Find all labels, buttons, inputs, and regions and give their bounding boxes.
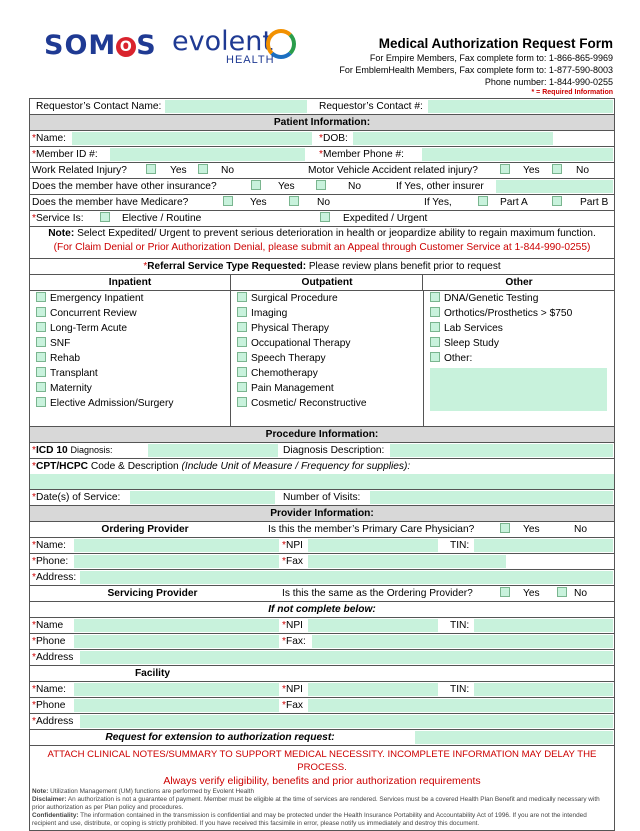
srv-address-field[interactable] [80, 651, 613, 664]
phone-line: Phone number: 1-844-990-0255 [484, 77, 613, 87]
srv-name-label: Name [35, 620, 64, 631]
fac-fax-field[interactable] [308, 699, 613, 712]
fac-address-field[interactable] [80, 715, 613, 728]
fac-tin-field[interactable] [474, 683, 613, 696]
srv-tin-field[interactable] [474, 619, 613, 632]
fac-phone-label: Phone [35, 700, 66, 711]
expedited-label: Expedited / Urgent [343, 213, 428, 224]
dates-row: *Date(s) of Service: Number of Visits: [30, 490, 614, 506]
service-checkbox[interactable] [36, 307, 46, 317]
diagnosis-description-label: Diagnosis Description: [283, 445, 385, 456]
part-b-label: Part B [580, 197, 609, 208]
elective-label: Elective / Routine [122, 213, 202, 224]
service-is-label: Service Is: [35, 213, 84, 224]
service-label: Emergency Inpatient [50, 293, 144, 304]
fac-fax-label: Fax [285, 700, 303, 711]
service-checkbox[interactable] [36, 382, 46, 392]
ord-address-label: Address: [35, 572, 77, 583]
requestor-name-field[interactable] [165, 100, 307, 113]
service-label: Maternity [50, 383, 92, 394]
requestor-name-label: Requestor’s Contact Name: [36, 101, 162, 112]
ord-phone-label: Phone: [35, 556, 69, 567]
requestor-row [30, 99, 614, 115]
dates-label: Date(s) of Service: [35, 492, 121, 503]
ord-name-label: Name: [35, 540, 66, 551]
service-checkbox[interactable] [36, 367, 46, 377]
service-checkbox[interactable] [36, 292, 46, 302]
other-insurer-label: If Yes, other insurer [396, 181, 484, 192]
visits-label: Number of Visits: [283, 492, 361, 503]
referral-text: Please review plans benefit prior to request [306, 261, 501, 272]
fac-name-label: Name: [35, 684, 66, 695]
srv-phone-field[interactable] [74, 635, 279, 648]
patient-info-header: Patient Information: [30, 115, 614, 131]
service-type-row: *Service Is: Elective / Routine Expedited / Urgent [30, 211, 614, 227]
inpatient-item[interactable] [30, 306, 230, 321]
ord-fax-label: Fax [285, 556, 303, 567]
ord-name-field[interactable] [74, 539, 279, 552]
referral-label: Referral Service Type Requested: [147, 261, 307, 272]
service-checkbox[interactable] [36, 322, 46, 332]
expedited-checkbox[interactable] [320, 212, 330, 222]
service-label: Long-Term Acute [50, 323, 128, 334]
appeal-note: (For Claim Denial or Prior Authorization Denial, please submit an Appeal through Customer Service at 1-844-990-0255) [53, 242, 591, 253]
fac-phone-row: *Phone *Fax [30, 698, 614, 714]
mva-no-checkbox[interactable] [552, 164, 562, 174]
srv-address-label: Address [35, 652, 74, 663]
service-checkbox[interactable] [430, 292, 440, 302]
other-ins-yes-checkbox[interactable] [251, 180, 261, 190]
extension-field[interactable] [415, 731, 613, 744]
srv-fax-label: Fax: [285, 636, 306, 647]
icd10-field[interactable] [148, 444, 278, 457]
service-label: Pain Management [251, 383, 334, 394]
service-checkbox[interactable] [237, 322, 247, 332]
ord-name-row: *Name: *NPI TIN: [30, 538, 614, 554]
outpatient-item[interactable] [231, 306, 423, 321]
service-checkbox[interactable] [430, 337, 440, 347]
referral-row: *Referral Service Type Requested: Please review plans benefit prior to request [30, 259, 614, 275]
patient-name-field[interactable] [72, 132, 312, 145]
part-b-checkbox[interactable] [552, 196, 562, 206]
service-checkbox[interactable] [36, 337, 46, 347]
name-label: Name: [35, 133, 66, 144]
ord-fax-field[interactable] [308, 555, 506, 568]
service-checkbox[interactable] [430, 322, 440, 332]
member-phone-label: Member Phone #: [322, 149, 404, 160]
service-label: Concurrent Review [50, 308, 137, 319]
member-phone-field[interactable] [422, 148, 613, 161]
fac-address-label: Address [35, 716, 74, 727]
other-item[interactable] [424, 351, 615, 366]
other-header: Other [422, 275, 614, 290]
service-checkbox[interactable] [430, 307, 440, 317]
inpatient-item[interactable] [30, 366, 230, 381]
service-label: Lab Services [444, 323, 503, 334]
work-injury-yes-checkbox[interactable] [146, 164, 156, 174]
service-checkbox[interactable] [237, 352, 247, 362]
work-injury-no-label: No [221, 165, 235, 176]
service-label: Orthotics/Prosthetics > $750 [444, 308, 573, 319]
ord-tin-field[interactable] [474, 539, 613, 552]
pcp-yes-label: Yes [523, 524, 540, 535]
service-label: Cosmetic/ Reconstructive [251, 398, 367, 409]
fac-name-field[interactable] [74, 683, 279, 696]
srv-npi-field[interactable] [308, 619, 438, 632]
same-no-label: No [574, 588, 588, 599]
page-title: Medical Authorization Request Form [378, 36, 613, 51]
somos-logo: SOM O S [44, 30, 157, 61]
mva-yes-label: Yes [523, 165, 540, 176]
srv-name-row: *Name *NPI TIN: [30, 618, 614, 634]
same-provider-question: Is this the same as the Ordering Provider? [282, 588, 473, 599]
service-label: Other: [444, 353, 473, 364]
service-label: Transplant [50, 368, 98, 379]
ord-tin-label: TIN: [450, 540, 470, 551]
outpatient-item[interactable] [231, 291, 423, 306]
service-label: Speech Therapy [251, 353, 326, 364]
authorization-form [29, 98, 615, 831]
servicing-provider-heading: Servicing Provider [107, 588, 198, 599]
medicare-label: Does the member have Medicare? [32, 197, 189, 208]
same-yes-label: Yes [523, 588, 540, 599]
pcp-question-label: Is this the member’s Primary Care Physician? [268, 524, 475, 535]
fn-confidentiality: Confidentiality: The information contained in the transmission is confidential and may be protected under the Health Insurance Portability and Accountability Act of 1996. If you are not the intended recipient and use, distribute, or coping is strictly prohibited. If you have received this facsimile in error, please notify us immediately and destroy this document. [32, 812, 587, 827]
fac-npi-field[interactable] [308, 683, 438, 696]
dates-field[interactable] [130, 491, 275, 504]
other-item[interactable] [424, 291, 615, 306]
service-checkbox[interactable] [36, 397, 46, 407]
ord-npi-field[interactable] [308, 539, 438, 552]
elective-checkbox[interactable] [100, 212, 110, 222]
fn-disclaimer: Disclaimer: An authorization is not a guarantee of payment. Member must be eligible at the time of services are rendered. Services must be a covered Health Plan Benefit and medically necessary with prior authorization as per Plan policy and procedures. [32, 796, 600, 811]
other-item[interactable] [424, 306, 615, 321]
other-insurance-row [30, 179, 614, 195]
cpt-row: *CPT/HCPC Code & Description (Include Unit of Measure / Frequency for supplies): [30, 459, 614, 490]
service-checkbox[interactable] [237, 307, 247, 317]
ord-phone-field[interactable] [74, 555, 279, 568]
mva-yes-checkbox[interactable] [500, 164, 510, 174]
member-id-row: *Member ID #: *Member Phone #: [30, 147, 614, 163]
part-a-label: Part A [500, 197, 528, 208]
extension-label: Request for extension to authorization request: [105, 732, 335, 743]
required-note: * = Required Information [531, 89, 613, 96]
inpatient-item[interactable] [30, 336, 230, 351]
service-label: Imaging [251, 308, 288, 319]
inpatient-item[interactable] [30, 381, 230, 396]
service-label: Chemotherapy [251, 368, 318, 379]
outpatient-item[interactable] [231, 366, 423, 381]
other-ins-no-label: No [348, 181, 362, 192]
provider-info-header: Provider Information: [30, 506, 614, 522]
name-dob-row: *Name: *DOB: [30, 131, 614, 147]
empire-fax-line: For Empire Members, Fax complete form to: 1-866-865-9969 [369, 53, 613, 63]
service-label: SNF [50, 338, 71, 349]
work-injury-no-checkbox[interactable] [198, 164, 208, 174]
fac-npi-label: NPI [285, 684, 303, 695]
injury-row [30, 163, 614, 179]
dob-label: DOB: [322, 133, 348, 144]
fac-name-row: *Name: *NPI TIN: [30, 682, 614, 698]
note-row [30, 227, 614, 259]
requestor-number-field[interactable] [428, 100, 613, 113]
outpatient-item[interactable] [231, 396, 423, 411]
servicing-provider-row [30, 586, 614, 602]
outpatient-item[interactable] [231, 321, 423, 336]
service-checkbox[interactable] [430, 352, 440, 362]
somos-logo-o: O [116, 37, 136, 57]
expedited-note: Note: Select Expedited/ Urgent to prevent serious deterioration in health or jeopardize ability to regain maximum function. [48, 228, 596, 239]
medicare-yes-label: Yes [250, 197, 267, 208]
service-checkbox[interactable] [237, 292, 247, 302]
member-id-field[interactable] [110, 148, 305, 161]
evolent-health-label: HEALTH [226, 54, 275, 66]
service-label: Physical Therapy [251, 323, 329, 334]
inpatient-item[interactable] [30, 396, 230, 411]
cpt-label: CPT/HCPC [35, 461, 89, 472]
srv-name-field[interactable] [74, 619, 279, 632]
fn-note: Note: Utilization Management (UM) functions are performed by Evolent Health [32, 788, 255, 795]
srv-npi-label: NPI [285, 620, 303, 631]
not-complete-row: If not complete below: [30, 602, 614, 618]
diagnosis-description-field[interactable] [390, 444, 613, 457]
dob-field[interactable] [353, 132, 553, 145]
outpatient-item[interactable] [231, 351, 423, 366]
srv-phone-label: Phone [35, 636, 66, 647]
medicare-no-label: No [317, 197, 331, 208]
fac-address-row: *Address [30, 714, 614, 730]
service-label: Elective Admission/Surgery [50, 398, 174, 409]
pcp-yes-checkbox[interactable] [500, 523, 510, 533]
procedure-info-header: Procedure Information: [30, 427, 614, 443]
other-column [423, 291, 615, 426]
service-columns-header [30, 275, 614, 291]
other-item[interactable] [424, 321, 615, 336]
pcp-no-label: No [574, 524, 588, 535]
srv-tin-label: TIN: [450, 620, 470, 631]
extension-row [30, 730, 614, 746]
service-label: Sleep Study [444, 338, 499, 349]
service-checkbox[interactable] [237, 367, 247, 377]
ord-address-field[interactable] [80, 571, 613, 584]
requestor-number-label: Requestor’s Contact #: [319, 101, 423, 112]
outpatient-header: Outpatient [230, 275, 423, 290]
work-injury-yes-label: Yes [170, 165, 187, 176]
ordering-provider-heading: Ordering Provider [101, 524, 189, 535]
outpatient-item[interactable] [231, 381, 423, 396]
work-injury-label: Work Related Injury? [32, 165, 127, 176]
fac-tin-label: TIN: [450, 684, 470, 695]
member-id-label: Member ID #: [35, 149, 98, 160]
ord-npi-label: NPI [285, 540, 303, 551]
mva-label: Motor Vehicle Accident related injury? [308, 165, 478, 176]
same-no-checkbox[interactable] [557, 587, 567, 597]
other-service-field[interactable] [430, 368, 607, 411]
service-label: DNA/Genetic Testing [444, 293, 539, 304]
icd-row: *ICD 10 Diagnosis: Diagnosis Description: [30, 443, 614, 459]
fac-phone-field[interactable] [74, 699, 279, 712]
service-label: Surgical Procedure [251, 293, 338, 304]
facility-heading: Facility [134, 668, 171, 679]
other-ins-yes-label: Yes [278, 181, 295, 192]
ord-phone-row: *Phone: *Fax [30, 554, 614, 570]
other-insurer-field[interactable] [496, 180, 613, 193]
ord-address-row: *Address: [30, 570, 614, 586]
page-header [0, 0, 640, 100]
verify-notice: Always verify eligibility, benefits and prior authorization requirements [163, 775, 481, 787]
visits-field[interactable] [370, 491, 613, 504]
service-label: Occupational Therapy [251, 338, 351, 349]
same-yes-checkbox[interactable] [500, 587, 510, 597]
diagnosis-label: Diagnosis: [70, 445, 113, 455]
other-ins-no-checkbox[interactable] [316, 180, 326, 190]
footer-block [30, 746, 614, 830]
other-item[interactable] [424, 336, 615, 351]
medicare-row [30, 195, 614, 211]
inpatient-header: Inpatient [108, 277, 152, 288]
srv-phone-row: *Phone *Fax: [30, 634, 614, 650]
inpatient-item[interactable] [30, 351, 230, 366]
service-checkbox[interactable] [36, 352, 46, 362]
medicare-if-yes-label: If Yes, [424, 197, 452, 208]
inpatient-item[interactable] [30, 291, 230, 306]
outpatient-item[interactable] [231, 336, 423, 351]
other-insurance-label: Does the member have other insurance? [32, 181, 217, 192]
cpt-field[interactable] [30, 474, 614, 489]
service-grid [30, 291, 614, 427]
srv-fax-field[interactable] [312, 635, 613, 648]
service-checkbox[interactable] [237, 382, 247, 392]
outpatient-column [230, 291, 423, 426]
medicare-yes-checkbox[interactable] [223, 196, 233, 206]
inpatient-item[interactable] [30, 321, 230, 336]
attach-notice: ATTACH CLINICAL NOTES/SUMMARY TO SUPPORT MEDICAL NECESSITY. INCOMPLETE INFORMATION MAY DELAY THE PROCESS. [47, 749, 597, 773]
service-checkbox[interactable] [237, 337, 247, 347]
service-label: Rehab [50, 353, 81, 364]
medicare-no-checkbox[interactable] [289, 196, 299, 206]
part-a-checkbox[interactable] [478, 196, 488, 206]
inpatient-column [30, 291, 230, 426]
mva-no-label: No [576, 165, 590, 176]
facility-row [30, 666, 614, 682]
icd10-label: ICD 10 [35, 445, 68, 456]
srv-address-row: *Address [30, 650, 614, 666]
emblem-fax-line: For EmblemHealth Members, Fax complete form to: 1-877-590-8003 [339, 65, 613, 75]
ordering-provider-row [30, 522, 614, 538]
service-checkbox[interactable] [237, 397, 247, 407]
evolent-logo: evolent [172, 26, 273, 57]
